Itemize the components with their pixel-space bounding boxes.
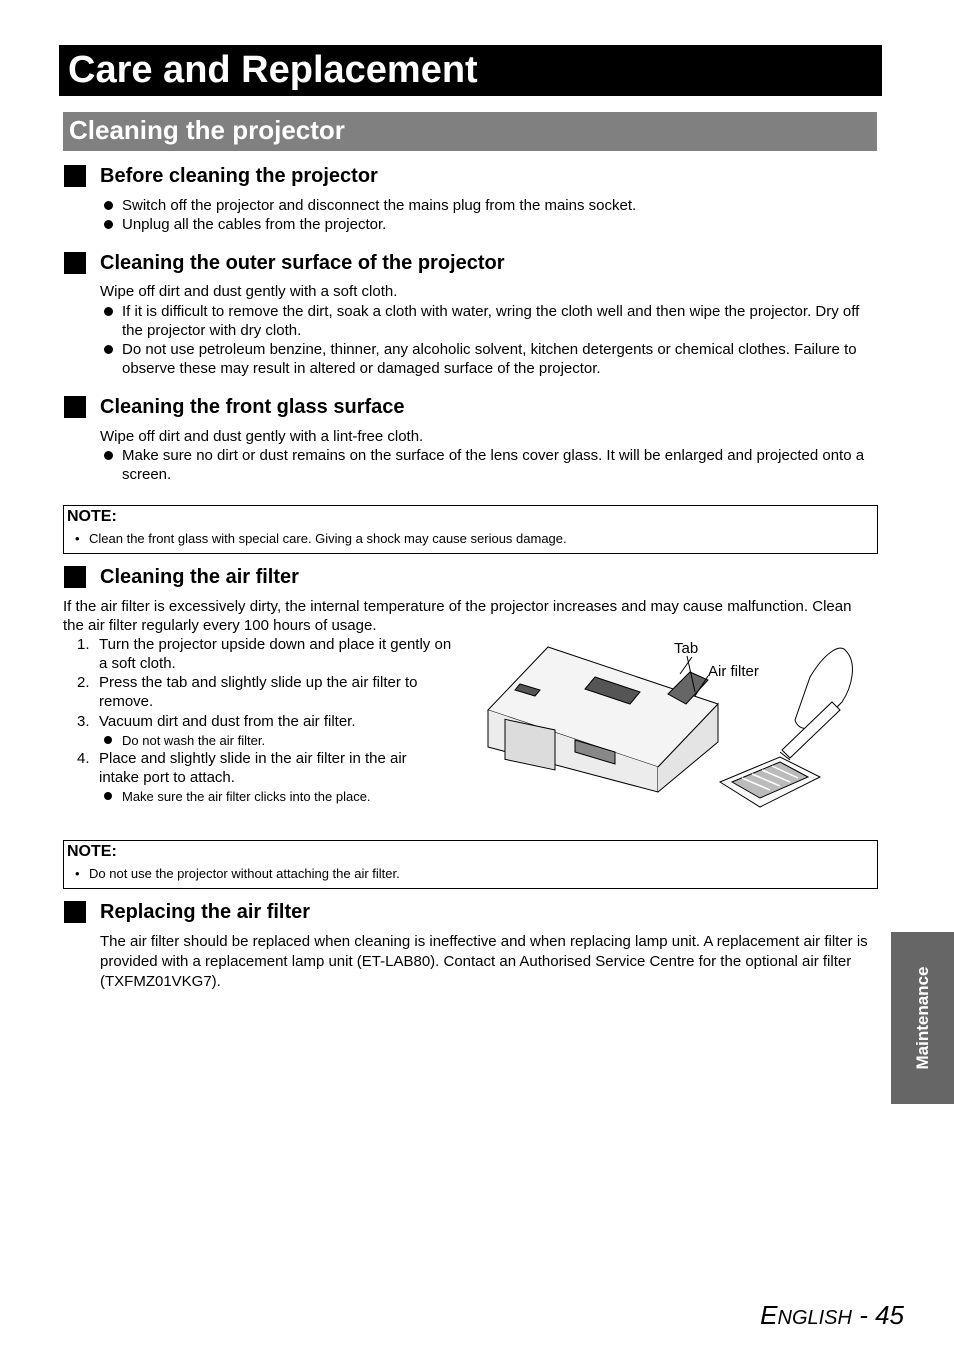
step-item (77, 749, 447, 787)
note-text: • Clean the front glass with special care. Giving a shock may cause serious damage. (89, 530, 567, 547)
sub-bullet-item: Do not wash the air filter. (100, 732, 442, 749)
heading-text: Cleaning the air filter (100, 566, 299, 588)
bullet-item: If it is difficult to remove the dirt, soak a cloth with water, wring the cloth well and then wipe the projector. Dry off the projector with dry cloth. (100, 302, 867, 340)
note-label: NOTE: (67, 508, 117, 525)
tab-label: Tab (674, 640, 699, 657)
heading-square-icon (64, 901, 86, 923)
page-footer (760, 1300, 904, 1331)
page-number: - 45 (851, 1300, 904, 1330)
footer-initial: E (760, 1300, 778, 1330)
note-text: • Do not use the projector without attaching the air filter. (89, 865, 400, 882)
page-title-bar (59, 45, 882, 96)
air-filter-label: Air filter (708, 663, 759, 680)
step-number: 3. (77, 713, 90, 730)
step-item (77, 712, 457, 731)
front-glass-heading (64, 395, 405, 419)
heading-square-icon (64, 252, 86, 274)
step-text: Place and slightly slide in the air filter in the air intake port to attach. (99, 750, 407, 786)
footer-language: NGLISH (777, 1307, 852, 1329)
replacing-heading (64, 900, 310, 924)
section-title-bar (63, 112, 877, 151)
step-number: 1. (77, 636, 90, 653)
heading-text: Cleaning the outer surface of the projector (100, 252, 505, 274)
heading-text: Replacing the air filter (100, 901, 311, 923)
step-number: 4. (77, 750, 90, 767)
step-text: Turn the projector upside down and place it gently on a soft cloth. (99, 636, 452, 672)
replacing-text: The air filter should be replaced when cleaning is ineffective and when replacing lamp unit. A replacement air filter is provided with a replacement lamp unit (ET-LAB80). Contact an Authorised Service Centre for the optional air filter (TXFMZ01VKG7). (100, 933, 868, 990)
air-filter-heading (64, 565, 299, 589)
bullet-item: Unplug all the cables from the projector. (100, 215, 882, 234)
step-text: Vacuum dirt and dust from the air filter. (99, 713, 356, 730)
projector-air-filter-illustration (480, 632, 880, 822)
bullet-item: Switch off the projector and disconnect the mains plug from the mains socket. (100, 196, 882, 215)
note-box (63, 505, 878, 554)
heading-text: Before cleaning the projector (100, 165, 378, 187)
air-filter-intro: If the air filter is excessively dirty, the internal temperature of the projector increases and may cause malfunction. Clean the air filter regularly every 100 hours of usage. (63, 598, 852, 634)
step-number: 2. (77, 674, 90, 691)
page-title: Care and Replacement (68, 49, 478, 91)
section-title: Cleaning the projector (69, 115, 345, 145)
step-item (77, 635, 457, 673)
heading-text: Cleaning the front glass surface (100, 396, 405, 418)
before-cleaning-heading (64, 164, 378, 188)
note-label: NOTE: (67, 843, 117, 860)
heading-square-icon (64, 165, 86, 187)
side-tab-label: Maintenance (912, 966, 932, 1070)
note-box (63, 840, 878, 889)
step-text: Press the tab and slightly slide up the air filter to remove. (99, 674, 418, 710)
heading-square-icon (64, 566, 86, 588)
bullet-item: Make sure no dirt or dust remains on the surface of the lens cover glass. It will be enlarged and projected onto a screen. (100, 446, 872, 484)
front-glass-intro: Wipe off dirt and dust gently with a lint-free cloth. (100, 428, 424, 445)
outer-surface-intro: Wipe off dirt and dust gently with a soft cloth. (100, 283, 398, 300)
bullet-item: Do not use petroleum benzine, thinner, any alcoholic solvent, kitchen detergents or chemical clothes. Failure to observe these may result in altered or damaged surface of the projector. (100, 340, 867, 378)
sub-bullet-item: Make sure the air filter clicks into the place. (100, 788, 452, 805)
heading-square-icon (64, 396, 86, 418)
step-item (77, 673, 449, 711)
maintenance-side-tab (891, 932, 954, 1104)
outer-surface-heading (64, 251, 505, 275)
